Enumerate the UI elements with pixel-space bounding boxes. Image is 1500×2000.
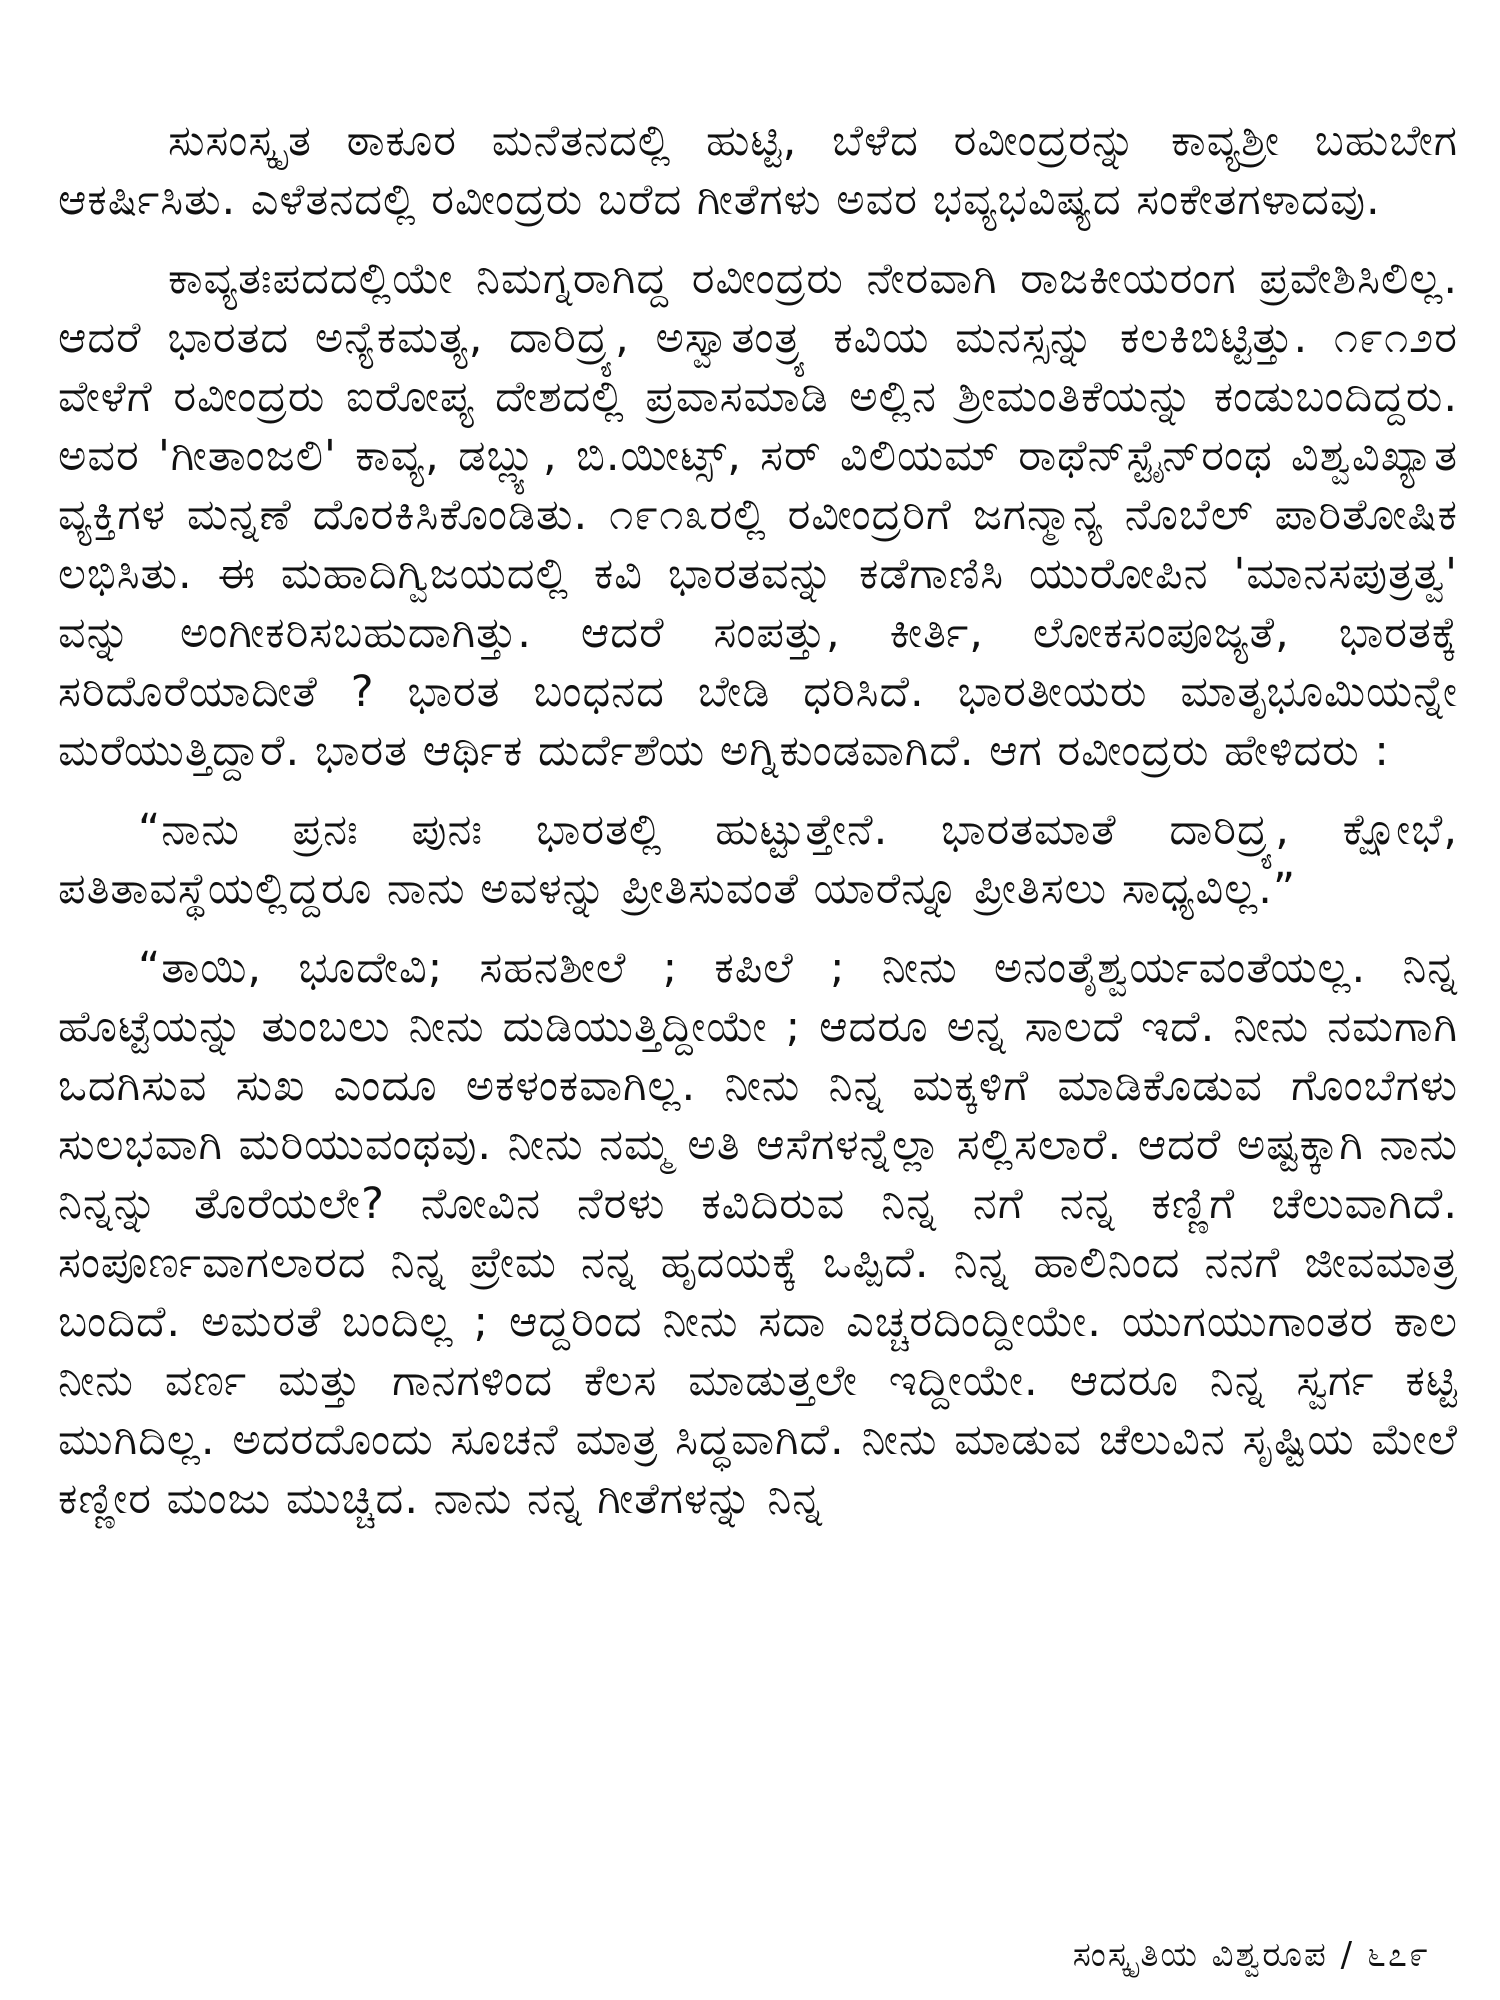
paragraph-1: ಸುಸಂಸ್ಕೃತ ಠಾಕೂರ ಮನೆತನದಲ್ಲಿ ಹುಟ್ಟಿ, ಬೆಳೆದ ರವೀಂದ್ರರನ್ನು ಕಾವ್ಯಶ್ರೀ ಬಹುಬೇಗ ಆಕರ್ಷಿಸಿತು. ಎಳೆತನದಲ್ಲಿ ರವೀಂದ್ರರು ಬರೆದ ಗೀತೆಗಳು ಅವರ ಭವ್ಯಭವಿಷ್ಯದ ಸಂಕೇತಗಳಾದವು.: [58, 116, 1458, 225]
page-footer: ಸಂಸ್ಕೃತಿಯ ವಿಶ್ವರೂಪ / ೬೭೯: [1072, 1935, 1430, 1975]
quote-paragraph-2: “ತಾಯಿ, ಭೂದೇವಿ; ಸಹನಶೀಲೆ ; ಕಪಿಲೆ ; ನೀನು ಅನಂತೈಶ್ವರ್ಯವಂತೆಯಲ್ಲ. ನಿನ್ನ ಹೊಟ್ಟೆಯನ್ನು ತುಂಬಲು ನೀನು ದುಡಿಯುತ್ತಿದ್ದೀಯೇ ; ಆದರೂ ಅನ್ನ ಸಾಲದೆ ಇದೆ. ನೀನು ನಮಗಾಗಿ ಒದಗಿಸುವ ಸುಖ ಎಂದೂ ಅಕಳಂಕವಾಗಿಲ್ಲ. ನೀನು ನಿನ್ನ ಮಕ್ಕಳಿಗೆ ಮಾಡಿಕೊಡುವ ಗೊಂಬೆಗಳು ಸುಲಭವಾಗಿ ಮರಿಯುವಂಥವು. ನೀನು ನಮ್ಮ ಅತಿ ಆಸೆಗಳನ್ನೆಲ್ಲಾ ಸಲ್ಲಿಸಲಾರೆ. ಆದರೆ ಅಷ್ಟಕ್ಕಾಗಿ ನಾನು ನಿನ್ನನ್ನು ತೊರೆಯಲೇ? ನೋವಿನ ನೆರಳು ಕವಿದಿರುವ ನಿನ್ನ ನಗೆ ನನ್ನ ಕಣ್ಣಿಗೆ ಚೆಲುವಾಗಿದೆ. ಸಂಪೂರ್ಣವಾಗಲಾರದ ನಿನ್ನ ಪ್ರೇಮ ನನ್ನ ಹೃದಯಕ್ಕೆ ಒಪ್ಪಿದೆ. ನಿನ್ನ ಹಾಲಿನಿಂದ ನನಗೆ ಜೀವಮಾತ್ರ ಬಂದಿದೆ. ಅಮರತೆ ಬಂದಿಲ್ಲ ; ಆದ್ದರಿಂದ ನೀನು ಸದಾ ಎಚ್ಚರದಿಂದ್ದೀಯೇ. ಯುಗಯುಗಾಂತರ ಕಾಲ ನೀನು ವರ್ಣ ಮತ್ತು ಗಾನಗಳಿಂದ ಕೆಲಸ ಮಾಡುತ್ತಲೇ ಇದ್ದೀಯೇ. ಆದರೂ ನಿನ್ನ ಸ್ವರ್ಗ ಕಟ್ಟಿ ಮುಗಿದಿಲ್ಲ. ಅದರದೊಂದು ಸೂಚನೆ ಮಾತ್ರ ಸಿದ್ಧವಾಗಿದೆ. ನೀನು ಮಾಡುವ ಚೆಲುವಿನ ಸೃಷ್ಟಿಯ ಮೇಲೆ ಕಣ್ಣೀರ ಮಂಜು ಮುಚ್ಚಿದ. ನಾನು ನನ್ನ ಗೀತೆಗಳನ್ನು ನಿನ್ನ: [58, 943, 1458, 1524]
quote-paragraph-1: “ನಾನು ಪ್ರನಃ ಪುನಃ ಭಾರತಲ್ಲಿ ಹುಟ್ಟುತ್ತೇನೆ. ಭಾರತಮಾತೆ ದಾರಿದ್ರ್ಯ, ಕ್ಷೋಭೆ, ಪತಿತಾವಸ್ಥೆಯಲ್ಲಿದ್ದರೂ ನಾನು ಅವಳನ್ನು ಪ್ರೀತಿಸುವಂತೆ ಯಾರೆನ್ನೂ ಪ್ರೀತಿಸಲು ಸಾಧ್ಯವಿಲ್ಲ.”: [58, 805, 1458, 914]
page-body: [58, 112, 1458, 1529]
paragraph-2: ಕಾವ್ಯತಃಪದದಲ್ಲಿಯೇ ನಿಮಗ್ನರಾಗಿದ್ದ ರವೀಂದ್ರರು ನೇರವಾಗಿ ರಾಜಕೀಯರಂಗ ಪ್ರವೇಶಿಸಿಲಿಲ್ಲ. ಆದರೆ ಭಾರತದ ಅನ್ಯೆಕಮತ್ಯ, ದಾರಿದ್ರ್ಯ, ಅಸ್ವಾತಂತ್ರ್ಯ ಕವಿಯ ಮನಸ್ಸನ್ನು ಕಲಕಿಬಿಟ್ಟಿತ್ತು. ೧೯೧೨ರ ವೇಳೆಗೆ ರವೀಂದ್ರರು ಐರೋಪ್ಯ ದೇಶದಲ್ಲಿ ಪ್ರವಾಸಮಾಡಿ ಅಲ್ಲಿನ ಶ್ರೀಮಂತಿಕೆಯನ್ನು ಕಂಡುಬಂದಿದ್ದರು. ಅವರ 'ಗೀತಾಂಜಲಿ' ಕಾವ್ಯ, ಡಬ್ಲ್ಯು, ಬಿ.ಯೀಟ್ಸ್, ಸರ್ ವಿಲಿಯಮ್ ರಾಥೆನ್‌ಸ್ಟೈನ್‌ರಂಥ ವಿಶ್ವವಿಖ್ಯಾತ ವ್ಯಕ್ತಿಗಳ ಮನ್ನಣೆ ದೊರಕಿಸಿಕೊಂಡಿತು. ೧೯೧೩ರಲ್ಲಿ ರವೀಂದ್ರರಿಗೆ ಜಗನ್ಮಾನ್ಯ ನೊಬೆಲ್ ಪಾರಿತೋಷಿಕ ಲಭಿಸಿತು. ಈ ಮಹಾದಿಗ್ವಿಜಯದಲ್ಲಿ ಕವಿ ಭಾರತವನ್ನು ಕಡೆಗಾಣಿಸಿ ಯುರೋಪಿನ 'ಮಾನಸಪುತ್ರತ್ವ' ವನ್ನು ಅಂಗೀಕರಿಸಬಹುದಾಗಿತ್ತು. ಆದರೆ ಸಂಪತ್ತು, ಕೀರ್ತಿ, ಲೋಕಸಂಪೂಜ್ಯತೆ, ಭಾರತಕ್ಕೆ ಸರಿದೊರೆಯಾದೀತೆ ? ಭಾರತ ಬಂಧನದ ಬೇಡಿ ಧರಿಸಿದೆ. ಭಾರತೀಯರು ಮಾತೃಭೂಮಿಯನ್ನೇ ಮರೆಯುತ್ತಿದ್ದಾರೆ. ಭಾರತ ಆರ್ಥಿಕ ದುರ್ದೆಶೆಯ ಅಗ್ನಿಕುಂಡವಾಗಿದೆ. ಆಗ ರವೀಂದ್ರರು ಹೇಳಿದರು :: [58, 254, 1458, 776]
